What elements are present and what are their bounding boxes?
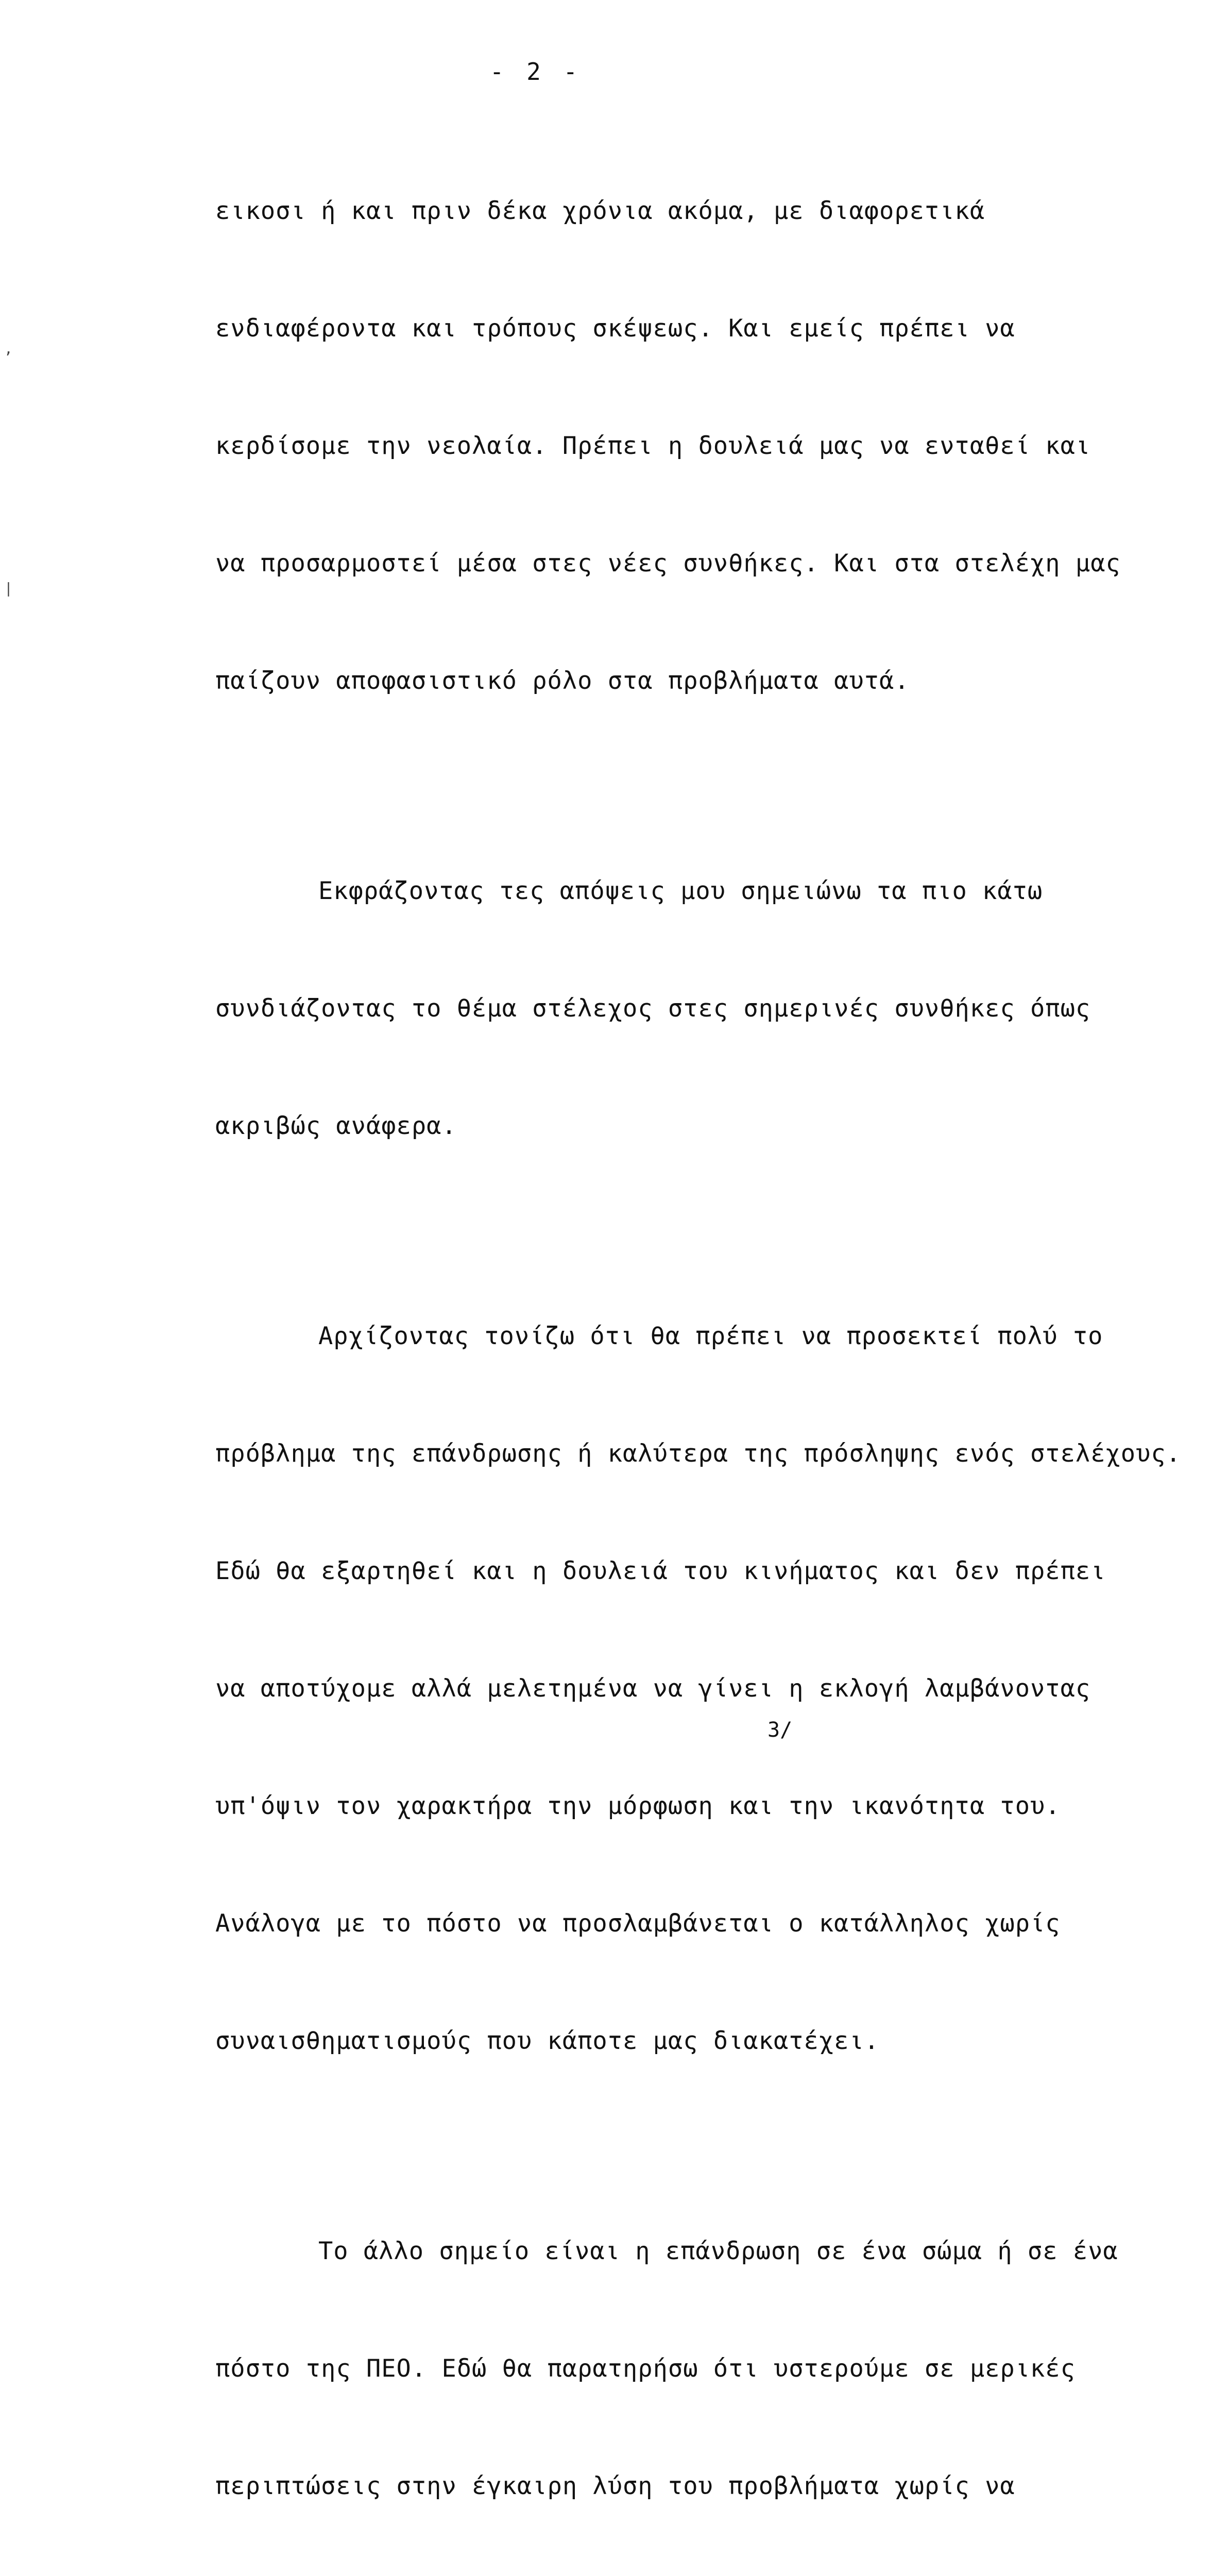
page-number: - 2 - bbox=[489, 58, 582, 86]
document-body bbox=[215, 113, 1225, 2576]
paragraph-3 bbox=[215, 1239, 1225, 2139]
text-line: πόστο της ΠΕΟ. Εδώ θα παρατηρήσω ότι υστερούμε σε μερικές bbox=[215, 2354, 1076, 2383]
text-line: Εδώ θα εξαρτηθεί και η δουλειά του κινήματος και δεν πρέπει bbox=[215, 1557, 1106, 1585]
text-line: να αποτύχομε αλλά μελετημένα να γίνει η εκλογή λαμβάνοντας bbox=[215, 1674, 1091, 1703]
text-line: υπ'όψιν τον χαρακτήρα την μόρφωση και την ικανότητα του. bbox=[215, 1792, 1061, 1820]
paragraph-1 bbox=[215, 113, 1225, 779]
continuation-mark: 3/ bbox=[768, 1718, 793, 1742]
text-line: εικοσι ή και πριν δέκα χρόνια ακόμα, με διαφορετικά bbox=[215, 197, 985, 225]
text-line: Το άλλο σημείο είναι η επάνδρωση σε ένα σώμα ή σε ένα bbox=[318, 2237, 1118, 2265]
paragraph-4 bbox=[215, 2154, 1225, 2576]
text-line: Ανάλογα με το πόστο να προσλαμβάνεται ο κατάλληλος χωρίς bbox=[215, 1909, 1061, 1938]
margin-mark-top: , bbox=[4, 340, 13, 357]
paragraph-2 bbox=[215, 793, 1225, 1224]
text-line: περιπτώσεις στην έγκαιρη λύση του προβλήματα χωρίς να bbox=[215, 2472, 1015, 2500]
text-line: να προσαρμοστεί μέσα στες νέες συνθήκες. Και στα στελέχη μας bbox=[215, 549, 1121, 578]
text-line: συνδιάζοντας το θέμα στέλεχος στες σημερινές συνθήκες όπως bbox=[215, 994, 1091, 1023]
text-line: ενδιαφέροντα και τρόπους σκέψεως. Και εμείς πρέπει να bbox=[215, 314, 1015, 343]
text-line: ακριβώς ανάφερα. bbox=[215, 1112, 457, 1140]
margin-mark-middle: | bbox=[4, 580, 13, 597]
text-line: συναισθηματισμούς που κάποτε μας διακατέχει. bbox=[215, 2027, 880, 2055]
text-line: Αρχίζοντας τονίζω ότι θα πρέπει να προσεκτεί πολύ το bbox=[318, 1322, 1103, 1350]
text-line: κερδίσομε την νεολαία. Πρέπει η δουλειά μας να ενταθεί και bbox=[215, 432, 1091, 460]
text-line: παίζουν αποφασιστικό ρόλο στα προβλήματα αυτά. bbox=[215, 667, 910, 695]
text-line: Εκφράζοντας τες απόψεις μου σημειώνω τα πιο κάτω bbox=[318, 877, 1043, 905]
text-line: πρόβλημα της επάνδρωσης ή καλύτερα της πρόσληψης ενός στελέχους. bbox=[215, 1439, 1181, 1468]
